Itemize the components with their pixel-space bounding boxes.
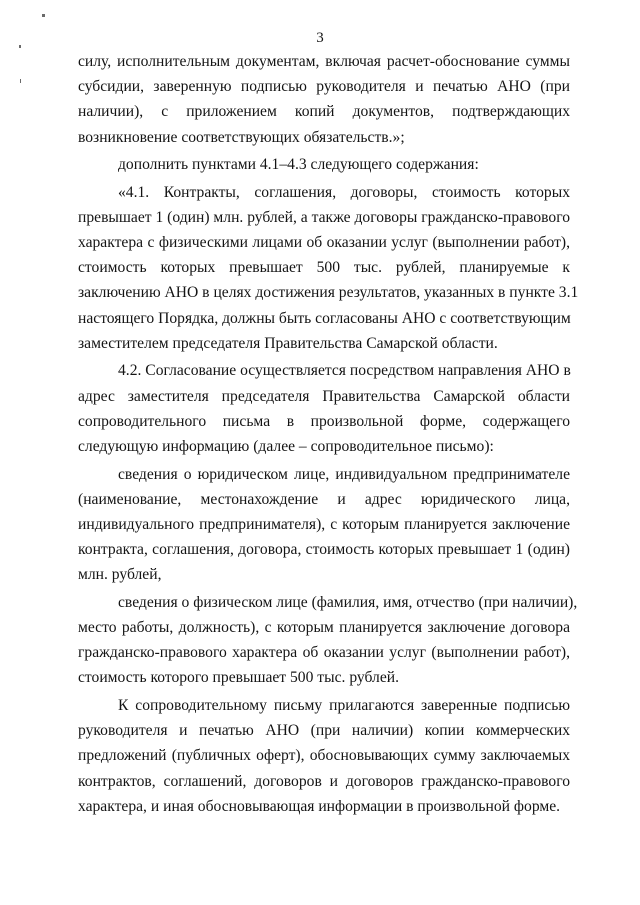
text-line: (наименование, местонахождение и адрес юридического лица, (78, 490, 570, 508)
text-line: сопроводительного письма в произвольной форме, содержащего (78, 412, 570, 430)
text-line: стоимость которого превышает 500 тыс. рублей. (78, 669, 399, 687)
paragraph-individual-info (78, 590, 578, 691)
text-line: характера с физическими лицами об оказании услуг (выполнении работ), (78, 234, 570, 252)
text-line: предложений (публичных оферт), обосновывающих сумму заключаемых (78, 747, 570, 765)
page-number: 3 (316, 30, 324, 46)
text-line: дополнить пунктами 4.1–4.3 следующего содержания: (118, 156, 479, 174)
text-line: заключению АНО в целях достижения результатов, указанных в пункте 3.1 (78, 284, 579, 302)
paragraph-clause-4-1 (78, 180, 579, 356)
text-line: субсидии, заверенную подписью руководителя и печатью АНО (при (78, 78, 570, 96)
text-line: место работы, должность), с которым планируется заключение договора (78, 619, 570, 637)
text-line: «4.1. Контракты, соглашения, договоры, стоимость которых (118, 183, 570, 201)
text-line: наличии), с приложением копий документов, подтверждающих (78, 103, 570, 121)
text-line: млн. рублей, (78, 566, 162, 584)
paragraph-supplement-intro (78, 152, 570, 177)
paragraph-clause-4-2 (78, 358, 570, 459)
text-line: контракта, соглашения, договора, стоимость которых превышает 1 (один) (78, 541, 570, 559)
text-line: возникновение соответствующих обязательств.»; (78, 128, 405, 146)
text-line: характера, и иная обосновывающая информации в произвольной форме. (78, 797, 561, 815)
text-line: силу, исполнительным документам, включая расчет-обоснование суммы (78, 53, 570, 70)
text-line: сведения о физическом лице (фамилия, имя, отчество (при наличии), (118, 593, 578, 611)
paragraph-continuation (78, 49, 570, 150)
text-line: следующую информацию (далее – сопроводительное письмо): (78, 437, 494, 455)
text-line: индивидуального предпринимателя), с которым планируется заключение (78, 515, 570, 533)
document-body (78, 49, 579, 819)
text-line: контрактов, соглашений, договоров и договоров гражданско-правового (78, 772, 570, 790)
scan-mark-top (42, 14, 45, 17)
text-line: К сопроводительному письму прилагаются заверенные подписью (118, 697, 570, 715)
text-line: сведения о юридическом лице, индивидуальном предпринимателе (118, 465, 570, 483)
text-line: 4.2. Согласование осуществляется посредством направления АНО в (118, 362, 571, 380)
text-line: настоящего Порядка, должны быть согласованы АНО с соответствующим (78, 309, 571, 327)
text-line: заместителем председателя Правительства Самарской области. (78, 334, 498, 352)
text-line: гражданско-правового характера об оказании услуг (выполнении работ), (78, 644, 570, 662)
paragraph-attachments (78, 693, 570, 819)
text-line: превышает 1 (один) млн. рублей, а также договоры гражданско-правового (78, 208, 571, 226)
paragraph-legal-entity-info (78, 462, 570, 588)
scan-mark-bottom (20, 79, 21, 83)
text-line: руководителя и печатью АНО (при наличии) копии коммерческих (78, 722, 570, 740)
text-line: адрес заместителя председателя Правительства Самарской области (78, 387, 570, 405)
text-line: стоимость которых превышает 500 тыс. рублей, планируемые к (78, 259, 570, 277)
